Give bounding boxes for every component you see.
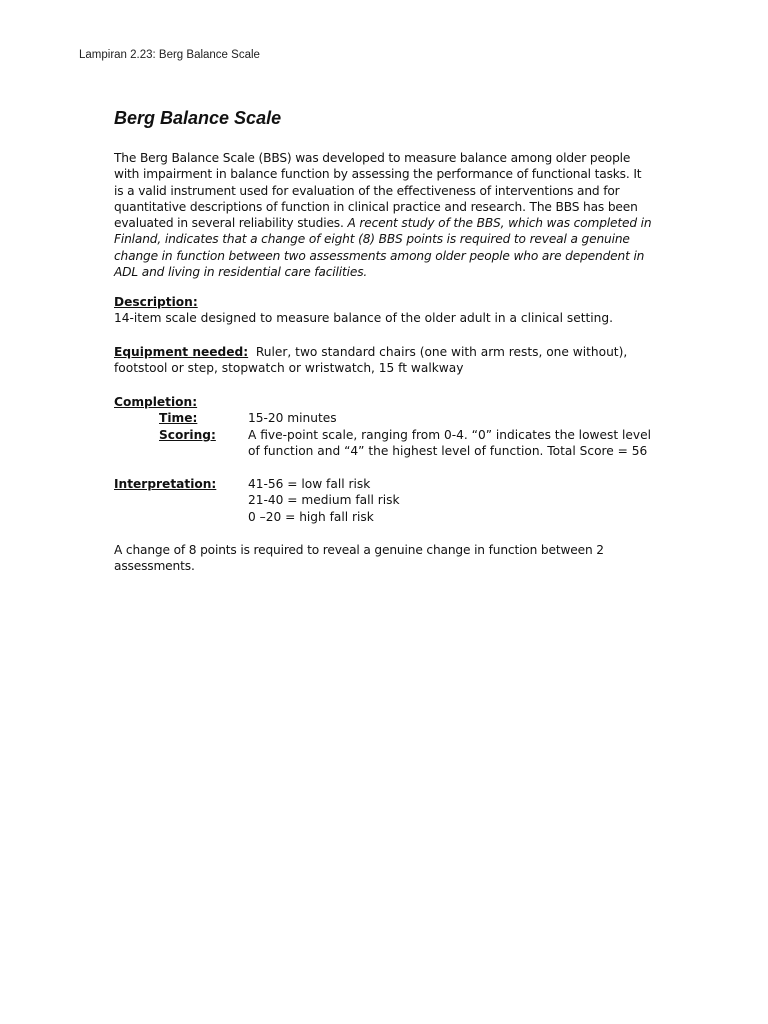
closing-note: A change of 8 points is required to reveal a genuine change in function between 2 assessments. [114, 543, 604, 574]
document-title: Berg Balance Scale [114, 108, 282, 128]
equipment-section [114, 344, 654, 377]
scoring-label: Scoring: [159, 427, 216, 442]
equipment-heading: Equipment needed: [114, 345, 249, 359]
scoring-line-1: A five-point scale, ranging from 0-4. “0” indicates the lowest level [248, 427, 651, 442]
interpretation-item-medium: 21-40 = medium fall risk [248, 493, 400, 508]
interpretation-section [114, 476, 654, 525]
description-text: 14-item scale designed to measure balance of the older adult in a clinical setting. [114, 311, 614, 326]
scoring-row [114, 427, 654, 460]
description-section [114, 294, 654, 327]
time-label: Time: [159, 411, 198, 426]
scoring-line-2: of function and “4” the highest level of function. Total Score = 56 [248, 443, 648, 458]
interpretation-item-high: 0 –20 = high fall risk [248, 509, 374, 524]
intro-text: The Berg Balance Scale (BBS) was developed to measure balance among older people with impairment in balance function by assessing the performance of functional tasks. It is a valid instrument used for evaluation of the effectiveness of interventions and for quantitative descriptions of function in clinical practice and research. The BBS has been evaluated in several reliability studies. [114, 151, 642, 231]
time-value: 15-20 minutes [248, 411, 337, 426]
time-row [114, 410, 654, 426]
equipment-text: Ruler, two standard chairs (one with arm rests, one without), footstool or step, stopwatch or wristwatch, 15 ft walkway [114, 345, 628, 376]
interpretation-heading: Interpretation: [114, 477, 217, 491]
intro-paragraph [114, 150, 654, 280]
description-heading: Description: [114, 295, 198, 309]
intro-italic-text: A recent study of the BBS, which was completed in Finland, indicates that a change of eight (8) BBS points is required to reveal a genuine change in function between two assessments among older people who are dependent in ADL and living in residential care facilities. [114, 216, 652, 280]
completion-heading: Completion: [114, 395, 198, 409]
interpretation-item-low: 41-56 = low fall risk [248, 477, 371, 491]
completion-section [114, 394, 654, 459]
page-header-label: Lampiran 2.23: Berg Balance Scale [79, 49, 260, 61]
